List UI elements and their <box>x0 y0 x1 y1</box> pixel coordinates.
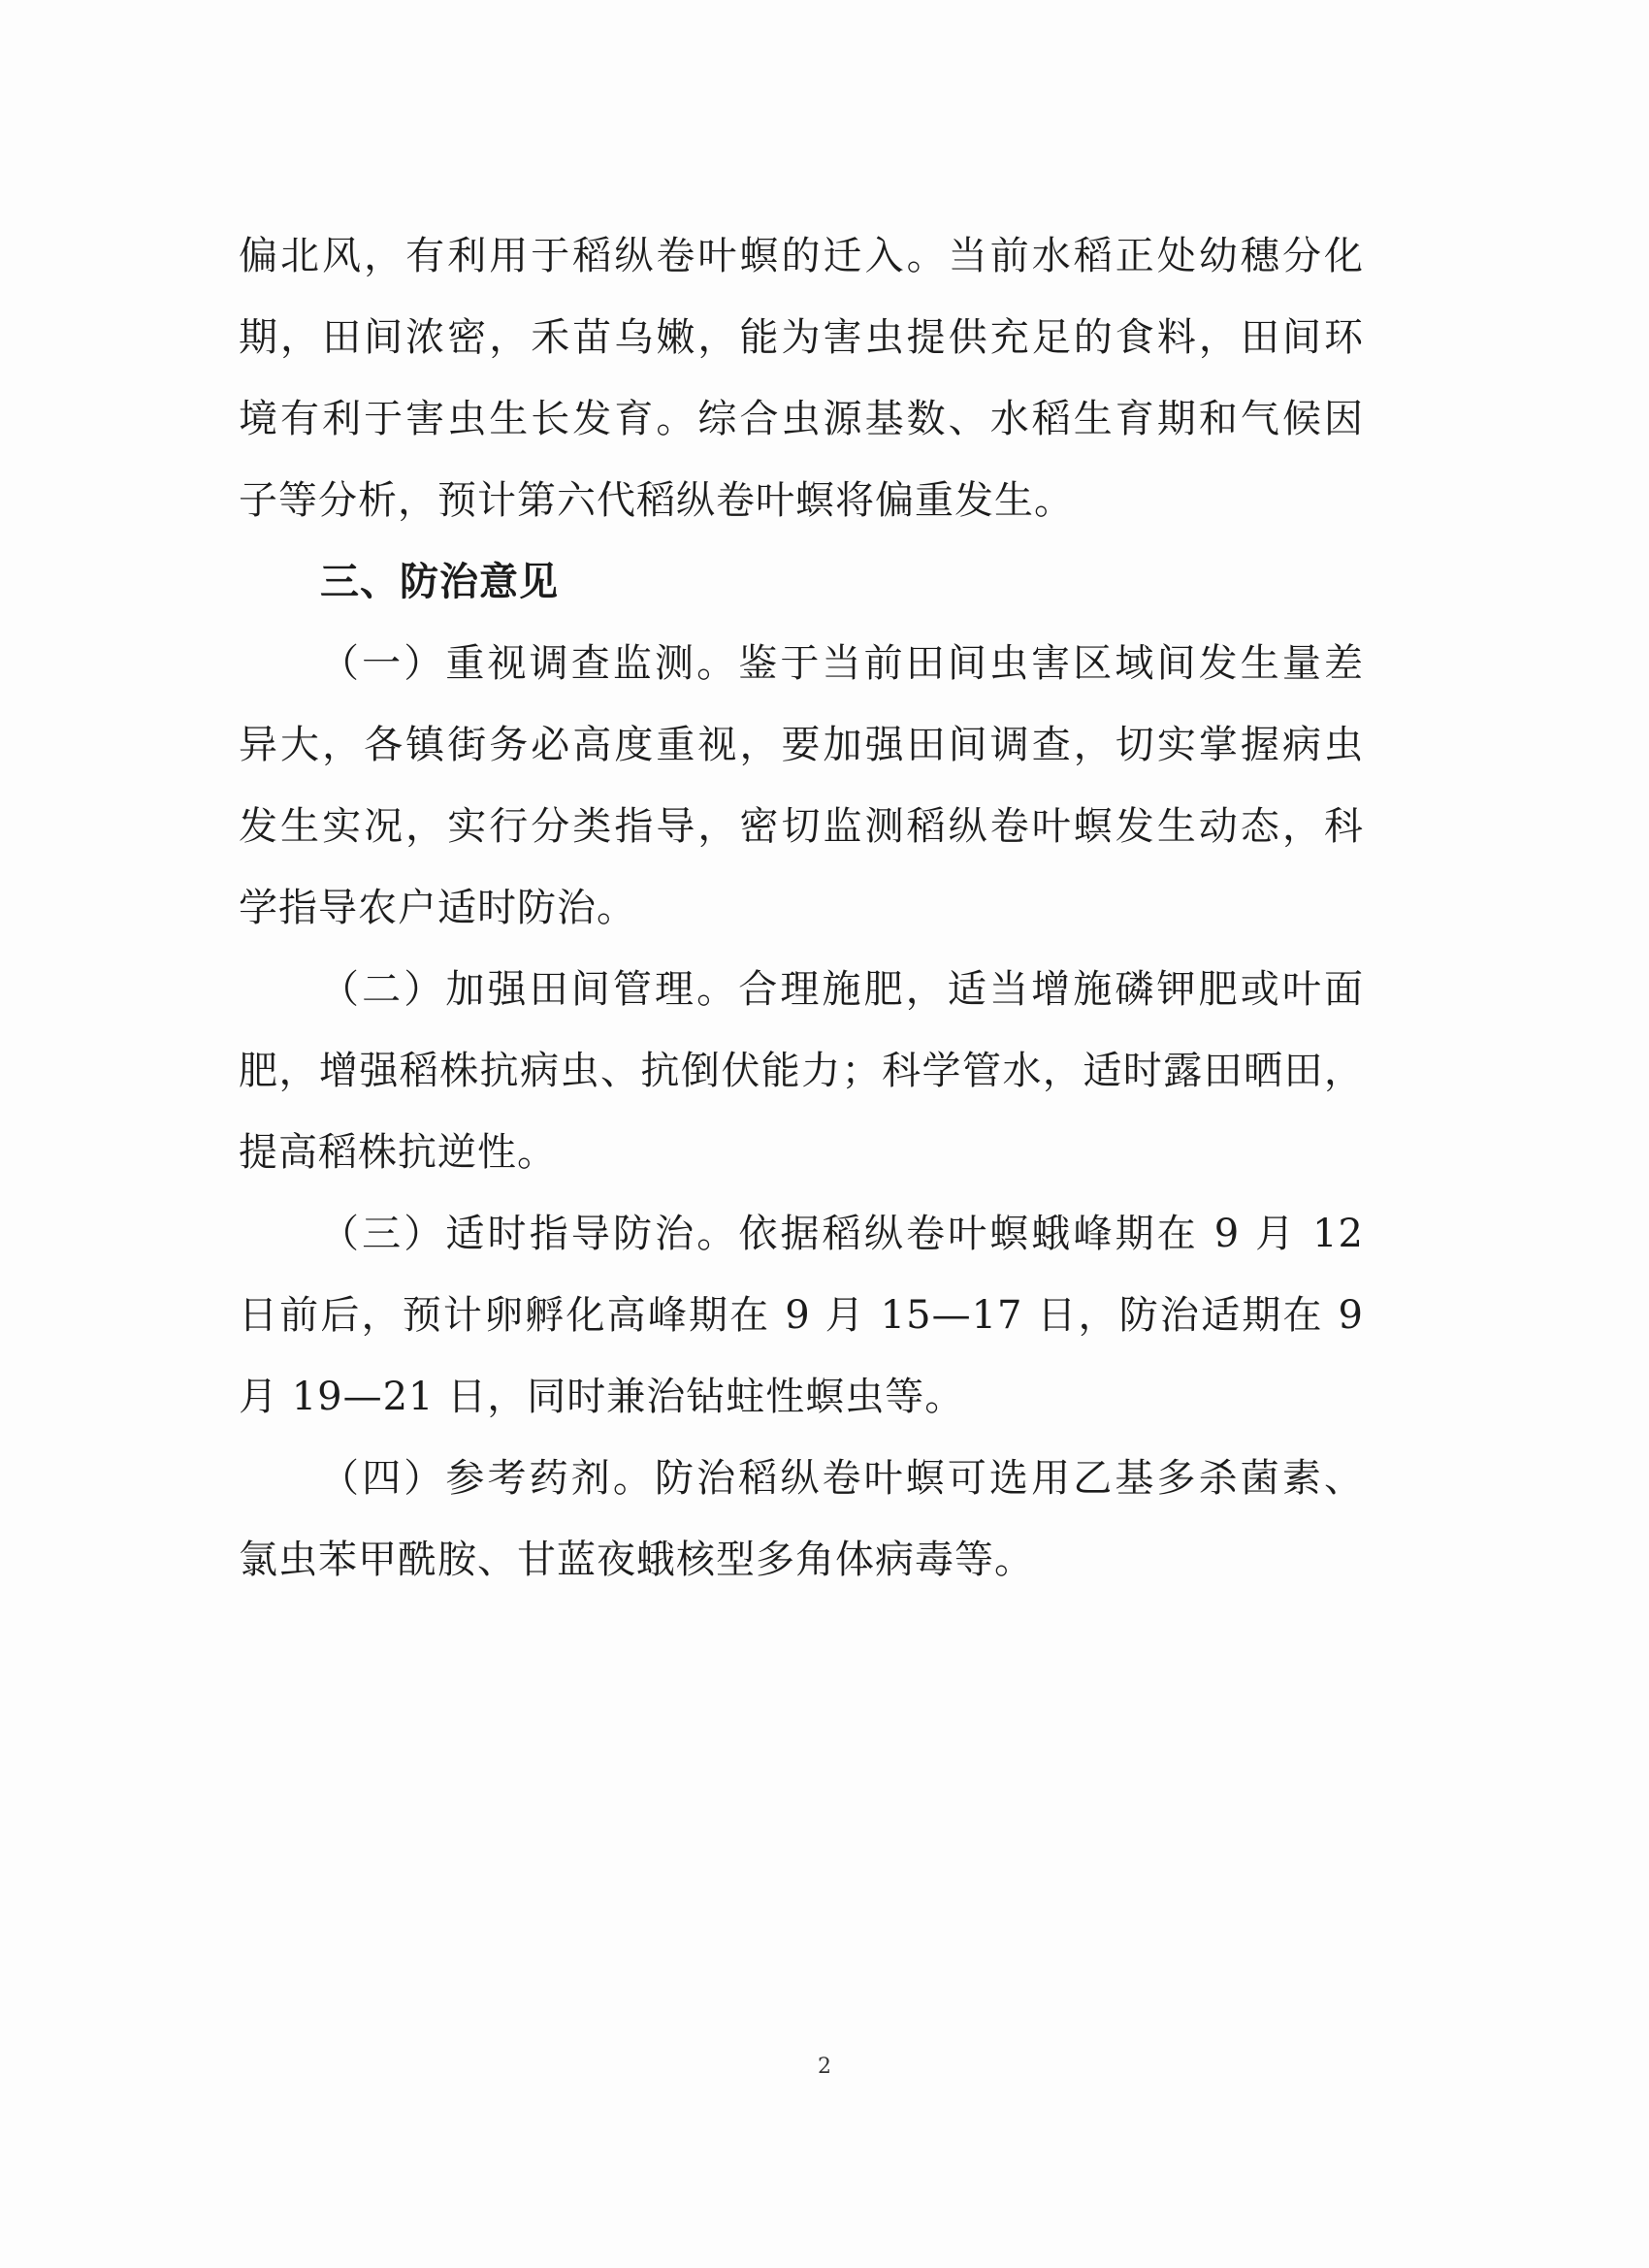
paragraph-1-line: 发生实况，实行分类指导，密切监测稻纵卷叶螟发生动态，科 <box>239 804 1364 849</box>
text-line: 期，田间浓密，禾苗乌嫩，能为害虫提供充足的食料，田间环 <box>239 315 1364 360</box>
paragraph-3-line: （三）适时指导防治。依据稻纵卷叶螟蛾峰期在 9 月 12 <box>320 1212 1364 1256</box>
paragraph-1-line: （一）重视调查监测。鉴于当前田间虫害区域间发生量差 <box>320 641 1364 686</box>
text-line: 子等分析，预计第六代稻纵卷叶螟将偏重发生。 <box>239 478 1074 523</box>
paragraph-3-line: 月 19—21 日，同时兼治钻蛀性螟虫等。 <box>239 1375 965 1419</box>
text-line: 偏北风，有利用于稻纵卷叶螟的迁入。当前水稻正处幼穗分化 <box>239 234 1364 278</box>
paragraph-2-line: 提高稻株抗逆性。 <box>239 1130 557 1175</box>
paragraph-2-line: 肥，增强稻株抗病虫、抗倒伏能力；科学管水，适时露田晒田， <box>239 1049 1364 1093</box>
paragraph-1-line: 学指导农户适时防治。 <box>239 886 636 930</box>
section-heading: 三、防治意见 <box>320 560 559 604</box>
paragraph-2-line: （二）加强田间管理。合理施肥，适当增施磷钾肥或叶面 <box>320 967 1364 1012</box>
paragraph-4-line: 氯虫苯甲酰胺、甘蓝夜蛾核型多角体病毒等。 <box>239 1538 1034 1582</box>
paragraph-3-line: 日前后，预计卵孵化高峰期在 9 月 15—17 日，防治适期在 9 <box>239 1293 1364 1338</box>
paragraph-4-line: （四）参考药剂。防治稻纵卷叶螟可选用乙基多杀菌素、 <box>320 1456 1364 1501</box>
document-body <box>239 215 1364 1601</box>
paragraph-1-line: 异大，各镇街务必高度重视，要加强田间调查，切实掌握病虫 <box>239 723 1364 767</box>
page-number: 2 <box>818 2055 831 2079</box>
text-line: 境有利于害虫生长发育。综合虫源基数、水稻生育期和气候因 <box>239 397 1364 441</box>
